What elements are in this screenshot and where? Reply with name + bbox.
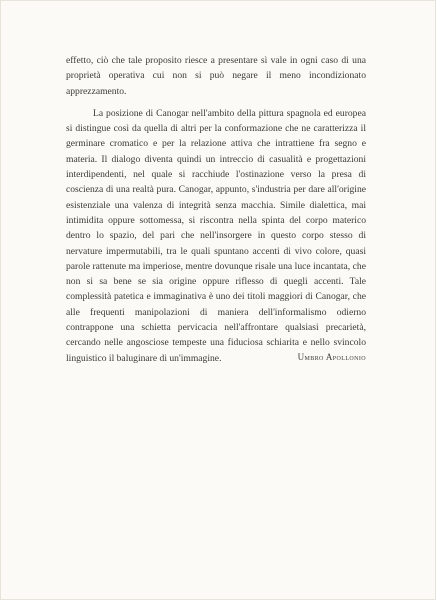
author-signature: Umbro Apollonio [297,352,366,362]
essay-text [66,53,366,366]
paragraph-continuation: effetto, ciò che tale proposito riesce a presentare sì vale in ogni caso di una proprietà operativa cui non si può negare il meno incondizionato apprezzamento. [66,55,366,97]
paragraph-canogar: La posizione di Canogar nell'ambito della pittura spagnola ed europea si distingue così da quella di altri per la conformazione che ne caratterizza il germinare cromatico e per la relazione attiva che intrattiene fra segno e materia. Il dialogo diventa quindi un intreccio di casualità e progettazioni interdipendenti, nel quale si racchiude l'ostinazione verso la presa di coscienza di una realtà pura. Canogar, appunto, s'industria per dare all'origine esistenziale una valenza di integrità senza macchia. Simile dialettica, mai intimidita oppure sottomessa, si riscontra nella spinta del corpo materico dentro lo spazio, del pari che nell'insorgere in questo corpo stesso di nervature impermutabili, tra le quali spuntano accenti di vivo colore, quasi parole rattenute ma imperiose, mentre dovunque risale una luce incantata, che non si sa bene se sia origine oppure riflesso di quegli accenti. Tale complessità patetica e immaginativa è uno dei titoli maggiori di Canogar, che alle frequenti manipolazioni di maniera dell'informalismo odierno contrappone una schietta pervicacia nell'affrontare qualsiasi precarietà, cercando nelle angosciose tempeste una fiduciosa schiarita e nello svincolo linguistico il baluginare di un'immagine. [66,107,366,364]
